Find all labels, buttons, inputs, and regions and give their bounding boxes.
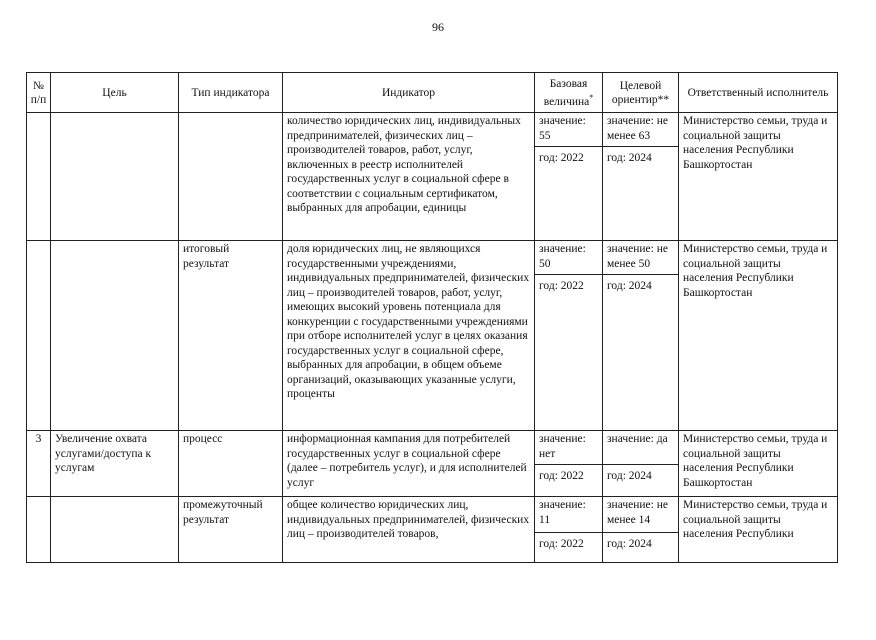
row-base-cell [535,497,603,563]
row-target-cell [603,113,679,241]
row-num [27,113,51,241]
row-executor: Министерство семьи, труда и социальной защиты населения Республики Башкортостан [679,241,838,431]
row-base-cell [535,431,603,497]
table-header-row [27,73,838,113]
header-indicator: Индикатор [283,73,535,113]
row-base-value: значение: 11 [535,497,602,533]
row-target-year: год: 2024 [607,470,652,482]
row-target-year: год: 2024 [607,152,652,164]
header-base [535,73,603,113]
table-row [27,241,838,431]
row-base-year: год: 2022 [539,152,584,164]
header-base-mark: * [589,92,594,102]
row-type [179,113,283,241]
row-target-value: значение: не менее 50 [603,241,678,275]
row-base-cell [535,113,603,241]
header-target: Целевой ориентир** [603,73,679,113]
row-target-cell [603,431,679,497]
row-goal [51,497,179,563]
row-num [27,241,51,431]
row-type: итоговый результат [179,241,283,431]
row-executor: Министерство семьи, труда и социальной защиты населения Республики [679,497,838,563]
row-indicator: доля юридических лиц, не являющихся государственными учреждениями, индивидуальных предпринимателей, физических лиц – производителей товаров, работ, услуг, имеющих высокий уровень потенциала для конкуренции с государственными учреждениями при отборе исполнителей услуг в целях оказания государственных услуг в социальной сфере, выбранных для апробации, в общем объеме организаций, оказывающих указанные услуги, проценты [283,241,535,431]
row-base-year: год: 2022 [539,538,584,550]
row-indicator: количество юридических лиц, индивидуальных предпринимателей, физических лиц – производителей товаров, работ, услуг, включенных в реестр исполнителей государственных услуг в социальной сфере в соответствии с социальным сертификатом, выбранных для апробации, единицы [283,113,535,241]
row-target-value: значение: не менее 14 [603,497,678,533]
row-base-value: значение: нет [535,431,602,465]
row-indicator: информационная кампания для потребителей государственных услуг в социальной сфере (далее – потребитель услуг), и для исполнителей услуг [283,431,535,497]
row-type: процесс [179,431,283,497]
row-target-value: значение: не менее 63 [603,113,678,147]
row-base-value: значение: 55 [535,113,602,147]
row-base-year: год: 2022 [539,470,584,482]
header-goal: Цель [51,73,179,113]
page-number: 96 [432,20,444,34]
row-num [27,497,51,563]
header-base-label: Базовая величина [543,77,590,108]
indicators-table [26,72,838,563]
row-indicator: общее количество юридических лиц, индивидуальных предпринимателей, физических лиц – производителей товаров, [283,497,535,563]
row-base-cell [535,241,603,431]
table-row [27,113,838,241]
row-type: промежуточный результат [179,497,283,563]
table-row [27,497,838,563]
header-type: Тип индикатора [179,73,283,113]
row-base-year: год: 2022 [539,280,584,292]
row-target-cell [603,241,679,431]
header-executor: Ответственный исполнитель [679,73,838,113]
row-target-year: год: 2024 [607,538,652,550]
row-goal [51,241,179,431]
row-target-year: год: 2024 [607,280,652,292]
row-goal [51,113,179,241]
row-target-value: значение: да [603,431,678,465]
table-row [27,431,838,497]
header-num: № п/п [27,73,51,113]
row-target-cell [603,497,679,563]
row-base-value: значение: 50 [535,241,602,275]
row-goal: Увеличение охвата услугами/доступа к услугам [51,431,179,497]
row-executor: Министерство семьи, труда и социальной защиты населения Республики Башкортостан [679,431,838,497]
row-num: 3 [27,431,51,497]
row-executor: Министерство семьи, труда и социальной защиты населения Республики Башкортостан [679,113,838,241]
